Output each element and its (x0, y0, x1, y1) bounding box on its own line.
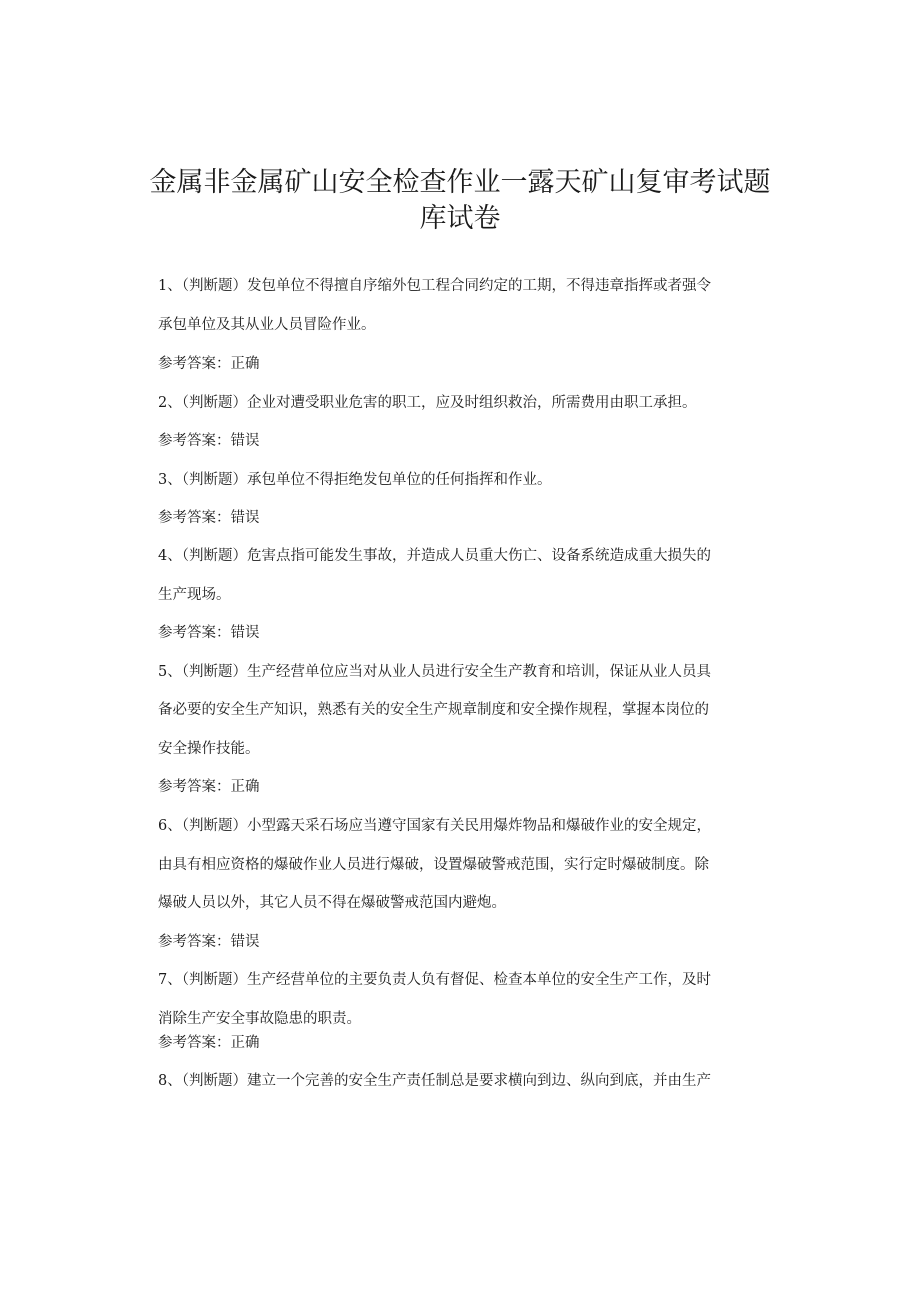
question-6-line-1: 6、（判断题）小型露天采石场应当遵守国家有关民用爆炸物品和爆破作业的安全规定， (158, 818, 711, 834)
question-7-answer: 参考答案：正确 (158, 1035, 260, 1051)
question-5-answer: 参考答案：正确 (158, 779, 260, 795)
question-6-line-3: 爆破人员以外，其它人员不得在爆破警戒范国内避炮。 (158, 895, 506, 911)
question-5-line-2: 备必要的安全生产知识，熟悉有关的安全生产规章制度和安全操作规程，掌握本岗位的 (158, 702, 709, 718)
question-5-line-1: 5、（判断题）生产经营单位应当对从业人员进行安全生产教育和培训，保证从业人员具 (158, 664, 711, 680)
question-6-line-2: 由具有相应资格的爆破作业人员进行爆破，设置爆破警戒范围，实行定时爆破制度。除 (158, 857, 709, 873)
question-4-answer: 参考答案：错误 (158, 625, 260, 641)
question-1-answer: 参考答案：正确 (158, 356, 260, 372)
page-title-line-2: 库试卷 (419, 203, 501, 234)
question-8-line-1: 8、（判断题）建立一个完善的安全生产责任制总是要求横向到边、纵向到底，并由生产 (158, 1073, 711, 1089)
question-4-line-1: 4、（判断题）危害点指可能发生事故，并造成人员重大伤亡、设备系统造成重大损失的 (158, 548, 711, 564)
question-1-line-2: 承包单位及其从业人员冒险作业。 (158, 317, 376, 333)
question-6-answer: 参考答案：错误 (158, 934, 260, 950)
question-7-line-2: 消除生产安全事故隐患的职责。 (158, 1011, 361, 1027)
question-2-line-1: 2、（判断题）企业对遭受职业危害的职工，应及时组织救治，所需费用由职工承担。 (158, 395, 697, 411)
question-7-line-1: 7、（判断题）生产经营单位的主要负责人负有督促、检查本单位的安全生产工作，及时 (158, 972, 711, 988)
question-1-line-1: 1、（判断题）发包单位不得擅自序缩外包工程合同约定的工期，不得违章指挥或者强令 (158, 278, 711, 294)
question-4-line-2: 生产现场。 (158, 587, 231, 603)
question-3-line-1: 3、（判断题）承包单位不得拒绝发包单位的任何指挥和作业。 (158, 472, 552, 488)
page-title-line-1: 金属非金属矿山安全检查作业一露天矿山复审考试题 (149, 167, 771, 198)
question-2-answer: 参考答案：错误 (158, 433, 260, 449)
question-5-line-3: 安全操作技能。 (158, 741, 260, 757)
question-3-answer: 参考答案：错误 (158, 510, 260, 526)
